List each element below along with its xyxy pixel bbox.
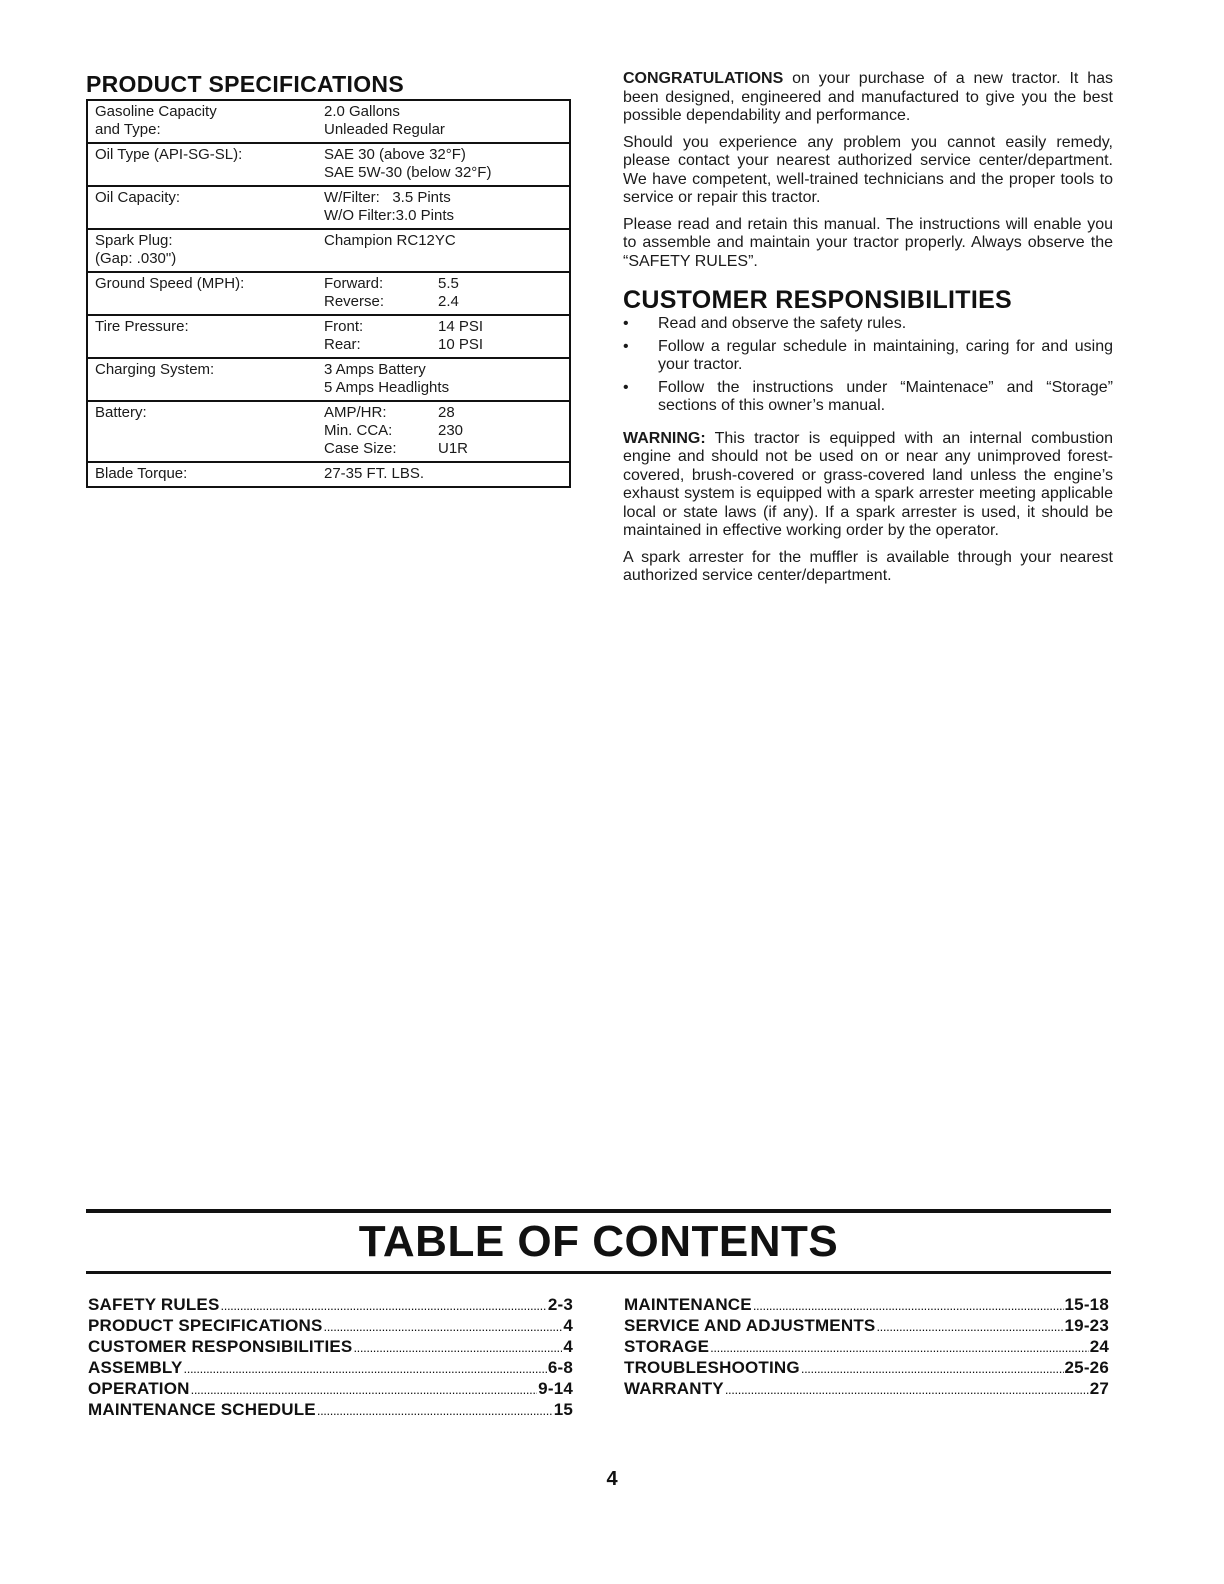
spec-value-line: Unleaded Regular	[324, 121, 445, 138]
toc-entry-title: ASSEMBLY	[88, 1358, 183, 1377]
toc-entry-title: OPERATION	[88, 1379, 190, 1398]
spec-pair-value: 230	[438, 422, 464, 439]
toc-dot-leader	[221, 1296, 547, 1316]
spec-label	[87, 315, 317, 358]
toc-dot-leader	[876, 1317, 1063, 1337]
page-number: 4	[606, 1468, 618, 1490]
toc-dot-leader	[191, 1380, 538, 1400]
spec-value-pair	[324, 293, 565, 311]
toc-entry-title: PRODUCT SPECIFICATIONS	[88, 1316, 323, 1335]
table-row	[87, 229, 570, 272]
table-row	[87, 358, 570, 401]
spec-label	[87, 186, 317, 229]
spec-value-pair	[324, 440, 565, 458]
spec-value-line: 3 Amps Battery	[324, 361, 426, 378]
specifications-section	[86, 70, 571, 488]
list-item	[623, 315, 1113, 334]
toc-entry[interactable]	[88, 1379, 573, 1400]
spec-label	[87, 462, 317, 487]
toc-entry-page: 4	[563, 1316, 573, 1335]
spec-pair-key: Forward:	[324, 275, 384, 292]
specifications-table	[86, 99, 571, 488]
spec-value-line: SAE 30 (above 32°F)	[324, 146, 466, 163]
table-row	[87, 272, 570, 315]
toc-entry[interactable]	[624, 1379, 1109, 1400]
toc-entry[interactable]	[624, 1358, 1109, 1379]
spec-label-line: Blade Torque:	[95, 465, 188, 482]
spec-value-pair	[324, 318, 565, 336]
list-item-text: Read and observe the safety rules.	[658, 315, 907, 332]
bullet-icon: •	[623, 378, 629, 396]
toc-entry-page: 4	[563, 1337, 573, 1356]
spec-value-line: SAE 5W-30 (below 32°F)	[324, 164, 492, 181]
spec-value-line: Champion RC12YC	[324, 232, 456, 249]
spec-value-line: 27-35 FT. LBS.	[324, 465, 425, 482]
spec-value-line: 5 Amps Headlights	[324, 379, 450, 396]
toc-dot-leader	[725, 1380, 1089, 1400]
table-row	[87, 462, 570, 487]
toc-entry-page: 27	[1089, 1379, 1109, 1398]
congratulations-paragraph	[623, 70, 1113, 126]
toc-entry[interactable]	[88, 1337, 573, 1358]
responsibilities-list	[623, 315, 1113, 416]
toc-entry[interactable]	[624, 1295, 1109, 1316]
spec-label	[87, 401, 317, 462]
toc-dot-leader	[353, 1338, 562, 1358]
toc-entry-page: 25-26	[1064, 1358, 1109, 1377]
toc-entry-page: 9-14	[538, 1379, 573, 1398]
spec-value-line: W/O Filter:3.0 Pints	[324, 207, 455, 224]
toc-dot-leader	[317, 1401, 553, 1421]
spec-label-line: Charging System:	[95, 361, 215, 378]
toc-entry[interactable]	[88, 1358, 573, 1379]
toc-entry-title: SAFETY RULES	[88, 1295, 220, 1314]
bullet-icon: •	[623, 315, 629, 332]
toc-entry-page: 2-3	[547, 1295, 573, 1314]
spec-value-line: W/Filter: 3.5 Pints	[324, 189, 451, 206]
toc-entry[interactable]	[624, 1316, 1109, 1337]
spec-label	[87, 100, 317, 143]
toc-dot-leader	[753, 1296, 1064, 1316]
congratulations-lead: CONGRATULATIONS	[623, 70, 784, 87]
read-manual-paragraph: Please read and retain this manual. The instructions will enable you to assemble and maintain your tractor properly. Always observe the “SAFETY RULES”.	[623, 215, 1113, 270]
specifications-title: PRODUCT SPECIFICATIONS	[86, 71, 404, 97]
toc-dot-leader	[184, 1359, 547, 1379]
spec-value	[317, 143, 570, 186]
spec-pair-value: U1R	[438, 440, 469, 457]
spec-value-pair	[324, 404, 565, 422]
spec-label-line: (Gap: .030")	[95, 250, 177, 267]
table-row	[87, 143, 570, 186]
toc-entry-page: 6-8	[547, 1358, 573, 1377]
spec-value	[317, 315, 570, 358]
toc-entry[interactable]	[88, 1400, 573, 1421]
spec-label-line: Oil Type (API-SG-SL):	[95, 146, 243, 163]
toc-entry-page: 19-23	[1064, 1316, 1109, 1335]
table-row	[87, 315, 570, 358]
spec-pair-key: Rear:	[324, 336, 361, 353]
toc-entry-page: 15-18	[1064, 1295, 1109, 1314]
toc-entry-title: MAINTENANCE	[624, 1295, 752, 1314]
list-item	[623, 338, 1113, 375]
spec-label-line: Spark Plug:	[95, 232, 173, 249]
spec-pair-key: Front:	[324, 318, 364, 335]
table-row	[87, 401, 570, 462]
warning-body: This tractor is equipped with an internal combustion engine and should not be used on or near any unimproved forest-covered, brush-covered or grass-covered land unless the engine’s exhaust system is equipped with a spark arrester meeting applicable local or state laws (if any). If a spark arrester is used, it should be maintained in effective working order by the operator.	[623, 429, 1113, 539]
toc-dot-leader	[801, 1359, 1064, 1379]
responsibilities-title: CUSTOMER RESPONSIBILITIES	[623, 286, 1013, 314]
toc-entry[interactable]	[88, 1295, 573, 1316]
toc-entry-title: WARRANTY	[624, 1379, 724, 1398]
toc-top-rule	[86, 1209, 1111, 1213]
list-item	[623, 379, 1113, 416]
spec-pair-value: 2.4	[438, 293, 459, 310]
spec-pair-key: AMP/HR:	[324, 404, 387, 421]
spec-value	[317, 462, 570, 487]
toc-entry[interactable]	[88, 1316, 573, 1337]
list-item-text: Follow a regular schedule in maintaining, caring for and using your tractor.	[658, 337, 1113, 373]
intro-section	[623, 70, 1113, 594]
problem-paragraph: Should you experience any problem you cannot easily remedy, please contact your nearest authorized service center/department. We have competent, well-trained technicians and the proper tools to service or repair this tractor.	[623, 133, 1113, 206]
spec-pair-value: 10 PSI	[438, 336, 484, 353]
spec-value	[317, 229, 570, 272]
table-row	[87, 186, 570, 229]
toc-title: TABLE OF CONTENTS	[358, 1217, 839, 1266]
toc-dot-leader	[324, 1317, 563, 1337]
toc-entry-title: SERVICE AND ADJUSTMENTS	[624, 1316, 876, 1335]
spec-pair-value: 14 PSI	[438, 318, 484, 335]
spec-label	[87, 358, 317, 401]
list-item-text: Follow the instructions under “Maintenace” and “Storage” sections of this owner’s manual.	[658, 378, 1113, 414]
toc-entry-title: STORAGE	[624, 1337, 710, 1356]
spec-label-line: and Type:	[95, 121, 161, 138]
table-row	[87, 100, 570, 143]
toc-dot-leader	[710, 1338, 1089, 1358]
spec-value	[317, 100, 570, 143]
spec-value	[317, 272, 570, 315]
spark-arrester-paragraph: A spark arrester for the muffler is available through your nearest authorized service center/department.	[623, 548, 1113, 584]
toc-right-column	[624, 1295, 1109, 1400]
toc-entry-title: TROUBLESHOOTING	[624, 1358, 800, 1377]
spec-value-line: 2.0 Gallons	[324, 103, 400, 120]
spec-label-line: Battery:	[95, 404, 147, 421]
toc-left-column	[88, 1295, 573, 1421]
spec-label-line: Tire Pressure:	[95, 318, 189, 335]
spec-pair-key: Case Size:	[324, 440, 397, 457]
spec-value	[317, 186, 570, 229]
spec-value	[317, 358, 570, 401]
spec-pair-key: Min. CCA:	[324, 422, 393, 439]
toc-entry-title: CUSTOMER RESPONSIBILITIES	[88, 1337, 353, 1356]
toc-bottom-rule	[86, 1271, 1111, 1274]
spec-label	[87, 143, 317, 186]
spec-value	[317, 401, 570, 462]
spec-pair-value: 28	[438, 404, 455, 421]
congratulations-body: on your purchase of a new tractor. It has been designed, engineered and manufactured to give you the best possible dependability and performance.	[623, 70, 1113, 124]
toc-entry-page: 24	[1089, 1337, 1109, 1356]
toc-entry-page: 15	[553, 1400, 573, 1419]
warning-lead: WARNING:	[623, 429, 706, 447]
toc-entry[interactable]	[624, 1337, 1109, 1358]
spec-pair-value: 5.5	[438, 275, 459, 292]
spec-value-pair	[324, 336, 565, 354]
spec-label-line: Oil Capacity:	[95, 189, 181, 206]
spec-label-line: Gasoline Capacity	[95, 103, 217, 120]
spec-label	[87, 229, 317, 272]
toc-entry-title: MAINTENANCE SCHEDULE	[88, 1400, 316, 1419]
spec-value-pair	[324, 275, 565, 293]
spec-label	[87, 272, 317, 315]
spec-pair-key: Reverse:	[324, 293, 385, 310]
bullet-icon: •	[623, 337, 629, 355]
spec-value-pair	[324, 422, 565, 440]
spec-label-line: Ground Speed (MPH):	[95, 275, 245, 292]
warning-paragraph	[623, 430, 1113, 541]
